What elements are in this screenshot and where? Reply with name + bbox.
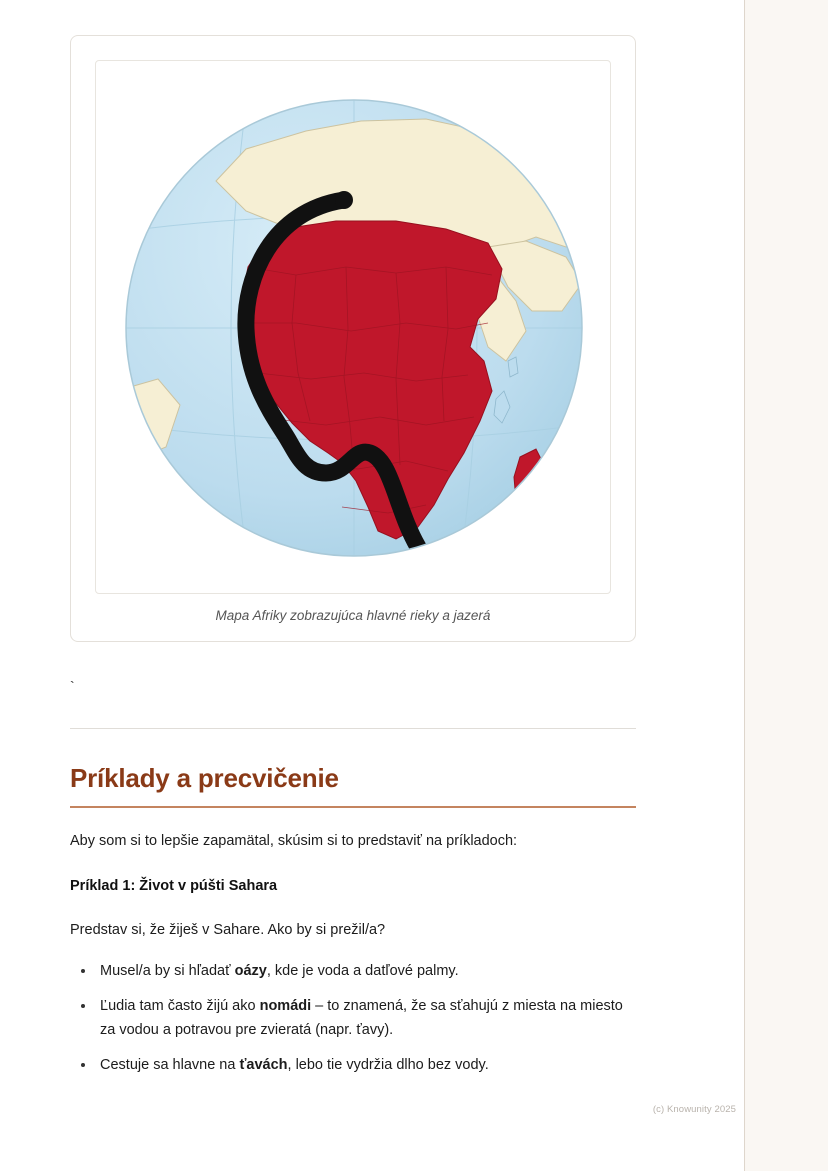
bullet-text-pre: Ľudia tam často žijú ako xyxy=(100,998,260,1015)
section-divider xyxy=(70,728,636,729)
example-heading: Príklad 1: Život v púšti Sahara xyxy=(70,877,278,894)
document-content xyxy=(70,0,636,1090)
bullet-text-pre: Cestuje sa hlavne na xyxy=(100,1057,240,1074)
page-title: Príklady a precvičenie xyxy=(70,763,339,793)
map-of-africa-globe xyxy=(96,61,610,593)
list-item xyxy=(96,960,636,983)
title-underline xyxy=(70,806,636,808)
figure-card xyxy=(70,35,636,642)
right-margin-inner xyxy=(746,0,828,1171)
figure-image-frame xyxy=(95,60,611,594)
example-intro-paragraph: Predstav si, že žiješ v Sahare. Ako by si prežil/a? xyxy=(70,922,386,939)
right-margin-strip xyxy=(744,0,828,1171)
copyright-notice: (c) Knowunity 2025 xyxy=(652,1104,736,1115)
bullet-text-post: , kde je voda a datľové palmy. xyxy=(266,962,459,979)
bullet-text-post: , lebo tie vydržia dlho bez vody. xyxy=(287,1057,489,1074)
bullet-text-bold: nomádi xyxy=(259,998,312,1015)
list-item xyxy=(96,1054,636,1077)
intro-paragraph: Aby som si to lepšie zapamätal, skúsim si to predstaviť na príkladoch: xyxy=(70,833,518,850)
bullet-text-pre: Musel/a by si hľadať xyxy=(100,962,235,979)
example-bullet-list xyxy=(70,960,636,1078)
bullet-text-bold: oázy xyxy=(234,962,267,979)
stray-backtick-text: ` xyxy=(70,678,75,694)
figure-caption: Mapa Afriky zobrazujúca hlavné rieky a jazerá xyxy=(215,608,491,623)
bullet-text-bold: ťavách xyxy=(239,1057,288,1074)
bullet-text-post: – to znamená, že sa sťahujú z miesta na miesto za vodou a potravou pre zvieratá (napr. ťavy). xyxy=(100,998,623,1038)
list-item xyxy=(96,995,636,1042)
